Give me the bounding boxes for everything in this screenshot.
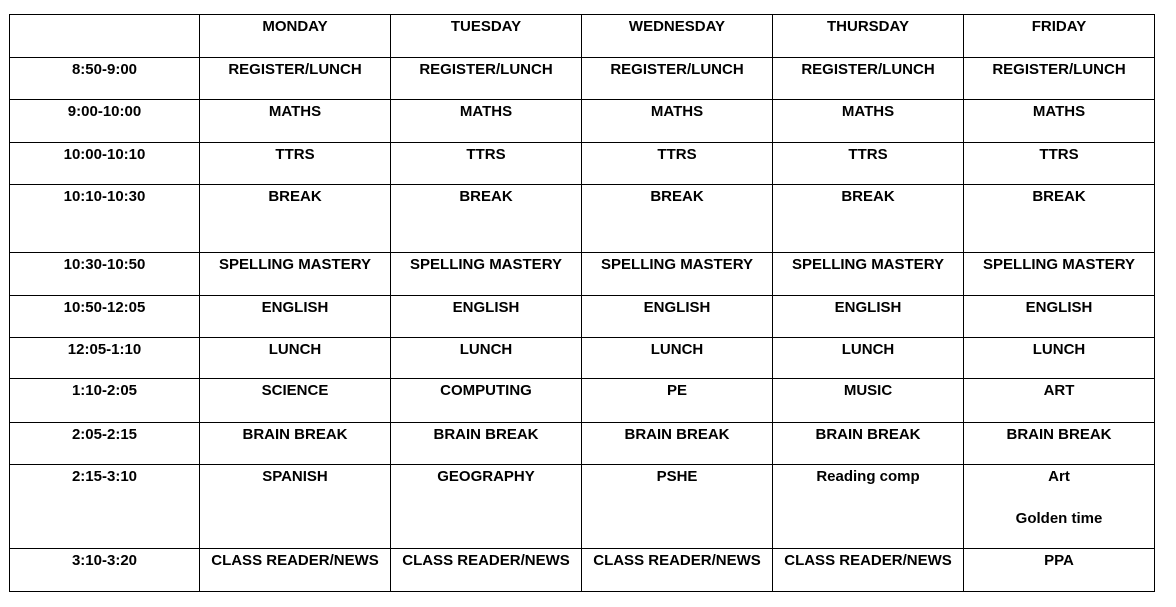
lesson-cell: BREAK [391, 185, 582, 253]
lesson-cell: REGISTER/LUNCH [582, 58, 773, 100]
table-row [10, 379, 1155, 423]
lesson-cell: PSHE [582, 465, 773, 549]
time-cell: 10:50-12:05 [10, 296, 200, 338]
lesson-cell: MATHS [964, 100, 1155, 143]
lesson-cell: BRAIN BREAK [200, 423, 391, 465]
time-cell: 2:15-3:10 [10, 465, 200, 549]
lesson-cell: ART [964, 379, 1155, 423]
lesson-cell-friday [964, 465, 1155, 549]
lesson-cell: REGISTER/LUNCH [964, 58, 1155, 100]
lesson-cell: TTRS [200, 143, 391, 185]
lesson-cell: CLASS READER/NEWS [582, 549, 773, 592]
time-cell: 10:10-10:30 [10, 185, 200, 253]
lesson-cell: ENGLISH [582, 296, 773, 338]
lesson-cell: BRAIN BREAK [582, 423, 773, 465]
lesson-cell: BREAK [964, 185, 1155, 253]
header-wednesday: WEDNESDAY [582, 15, 773, 58]
lesson-cell: PPA [964, 549, 1155, 592]
lesson-cell: REGISTER/LUNCH [391, 58, 582, 100]
table-row [10, 465, 1155, 549]
lesson-cell: TTRS [582, 143, 773, 185]
lesson-cell: SPANISH [200, 465, 391, 549]
lesson-cell: MATHS [773, 100, 964, 143]
lesson-cell: ENGLISH [391, 296, 582, 338]
time-cell: 3:10-3:20 [10, 549, 200, 592]
time-cell: 12:05-1:10 [10, 338, 200, 379]
lesson-cell: SPELLING MASTERY [582, 253, 773, 296]
table-row [10, 58, 1155, 100]
table-row [10, 296, 1155, 338]
time-cell: 2:05-2:15 [10, 423, 200, 465]
lesson-cell: LUNCH [200, 338, 391, 379]
lesson-cell: LUNCH [582, 338, 773, 379]
lesson-cell: LUNCH [391, 338, 582, 379]
lesson-label: Art [1048, 468, 1070, 485]
time-cell: 9:00-10:00 [10, 100, 200, 143]
table-row [10, 338, 1155, 379]
lesson-cell: BREAK [200, 185, 391, 253]
header-tuesday: TUESDAY [391, 15, 582, 58]
header-monday: MONDAY [200, 15, 391, 58]
lesson-cell: BRAIN BREAK [964, 423, 1155, 465]
table-row [10, 423, 1155, 465]
lesson-cell: LUNCH [773, 338, 964, 379]
lesson-cell: PE [582, 379, 773, 423]
header-row [10, 15, 1155, 58]
header-thursday: THURSDAY [773, 15, 964, 58]
table-row [10, 549, 1155, 592]
lesson-cell: LUNCH [964, 338, 1155, 379]
golden-time-label: Golden time [1015, 510, 1103, 527]
lesson-cell: SCIENCE [200, 379, 391, 423]
lesson-cell: SPELLING MASTERY [200, 253, 391, 296]
lesson-cell: ENGLISH [200, 296, 391, 338]
lesson-cell: CLASS READER/NEWS [773, 549, 964, 592]
lesson-cell: MATHS [391, 100, 582, 143]
time-cell: 10:30-10:50 [10, 253, 200, 296]
header-blank [10, 15, 200, 58]
lesson-cell: TTRS [773, 143, 964, 185]
lesson-cell: BREAK [582, 185, 773, 253]
lesson-cell: ENGLISH [964, 296, 1155, 338]
lesson-cell: GEOGRAPHY [391, 465, 582, 549]
lesson-cell: BRAIN BREAK [773, 423, 964, 465]
lesson-cell: SPELLING MASTERY [391, 253, 582, 296]
time-cell: 1:10-2:05 [10, 379, 200, 423]
lesson-cell: SPELLING MASTERY [773, 253, 964, 296]
lesson-cell: TTRS [391, 143, 582, 185]
lesson-cell: CLASS READER/NEWS [200, 549, 391, 592]
table-row [10, 143, 1155, 185]
timetable [9, 14, 1155, 592]
lesson-cell: REGISTER/LUNCH [200, 58, 391, 100]
lesson-cell: MUSIC [773, 379, 964, 423]
time-cell: 10:00-10:10 [10, 143, 200, 185]
lesson-cell: TTRS [964, 143, 1155, 185]
lesson-cell: Reading comp [773, 465, 964, 549]
lesson-cell: REGISTER/LUNCH [773, 58, 964, 100]
table-row [10, 185, 1155, 253]
table-row [10, 253, 1155, 296]
lesson-cell: ENGLISH [773, 296, 964, 338]
lesson-cell: MATHS [582, 100, 773, 143]
table-row [10, 100, 1155, 143]
time-cell: 8:50-9:00 [10, 58, 200, 100]
lesson-cell: COMPUTING [391, 379, 582, 423]
lesson-cell: BREAK [773, 185, 964, 253]
lesson-cell: SPELLING MASTERY [964, 253, 1155, 296]
lesson-cell: CLASS READER/NEWS [391, 549, 582, 592]
lesson-cell: MATHS [200, 100, 391, 143]
lesson-cell: BRAIN BREAK [391, 423, 582, 465]
header-friday: FRIDAY [964, 15, 1155, 58]
